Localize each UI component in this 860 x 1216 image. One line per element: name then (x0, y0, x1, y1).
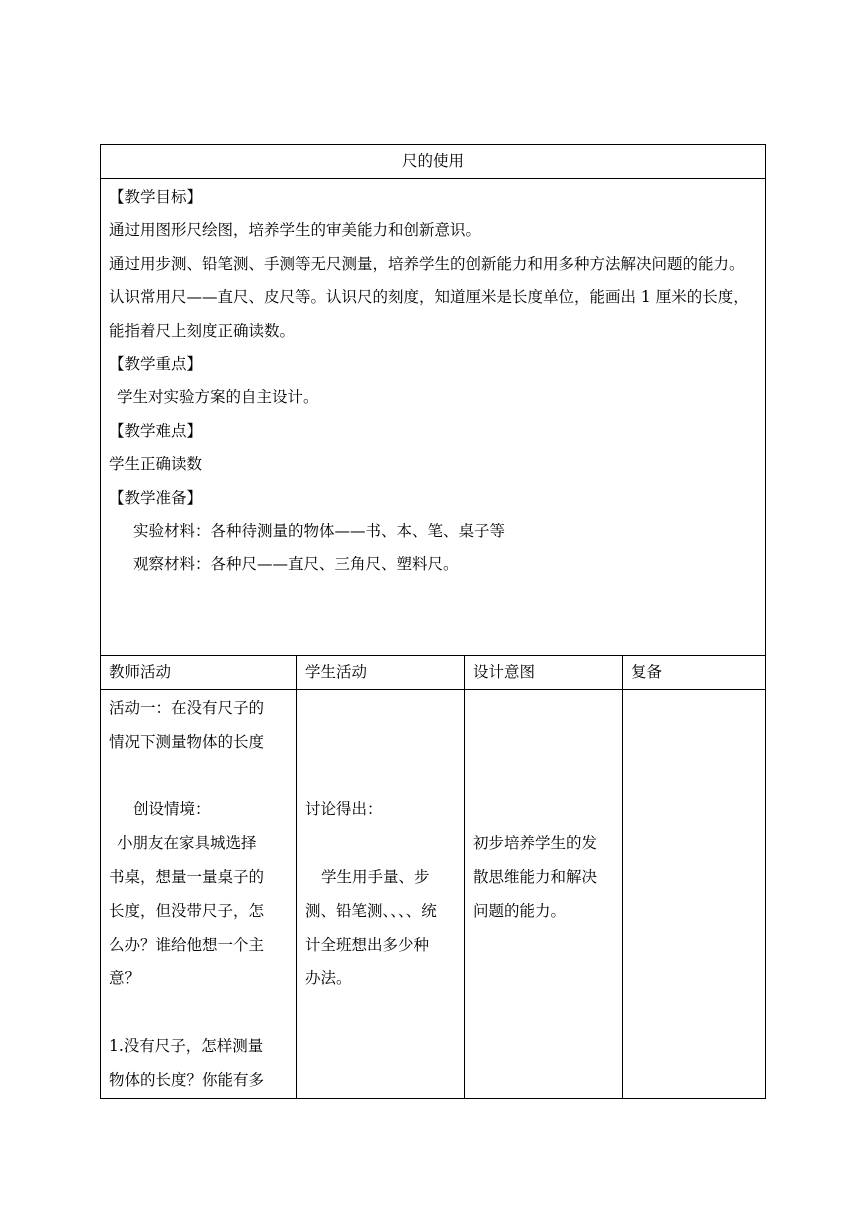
objectives-heading: 【教学目标】 (109, 188, 203, 206)
column-header-student: 学生活动 (297, 656, 465, 690)
lesson-info-cell (101, 179, 766, 656)
activity-title-line-1: 活动一：在没有尺子的 (109, 699, 265, 717)
lesson-plan-document (100, 144, 765, 1099)
student-line: 测、铅笔测、、、、统 (305, 901, 437, 920)
design-intent-cell (465, 690, 623, 1099)
scene-label: 创设情境： (133, 800, 211, 819)
student-line: 办法。 (305, 969, 352, 988)
preparation-item-2: 观察材料：各种尺——直尺、三角尺、塑料尺。 (133, 555, 459, 574)
discussion-label: 讨论得出： (305, 800, 383, 819)
activity-title-line-2: 情况下测量物体的长度 (109, 732, 265, 751)
scene-line: 长度，但没带尺子，怎 (109, 901, 265, 920)
column-header-intent: 设计意图 (465, 656, 623, 690)
intent-line: 散思维能力和解决 (473, 867, 598, 886)
objective-item-1: 通过用图形尺绘图，培养学生的审美能力和创新意识。 (109, 221, 482, 240)
lesson-title: 尺的使用 (101, 145, 766, 179)
student-activity-cell (297, 690, 465, 1099)
scene-line: 书桌，想量一量桌子的 (109, 867, 265, 886)
column-header-teacher: 教师活动 (101, 656, 297, 690)
intent-line: 初步培养学生的发 (473, 834, 598, 853)
key-points-heading: 【教学重点】 (109, 355, 203, 374)
question-line: 物体的长度？你能有多 (109, 1070, 265, 1089)
scene-line: 么办？谁给他想一个主 (109, 935, 265, 954)
scene-line: 意？ (109, 969, 141, 988)
preparation-heading: 【教学准备】 (109, 488, 203, 507)
teacher-activity-cell (101, 690, 297, 1099)
key-points-text: 学生对实验方案的自主设计。 (117, 388, 319, 407)
student-line: 计全班想出多少种 (305, 935, 430, 954)
difficulties-heading: 【教学难点】 (109, 421, 203, 440)
student-line: 学生用手量、步 (321, 867, 430, 886)
preparation-item-1: 实验材料：各种待测量的物体——书、本、笔、桌子等 (133, 522, 506, 541)
intent-line: 问题的能力。 (473, 901, 567, 920)
lesson-plan-table (100, 144, 766, 1099)
objective-item-2: 通过用步测、铅笔测、手测等无尺测量，培养学生的创新能力和用多种方法解决问题的能力。 (109, 254, 745, 273)
column-header-review: 复备 (623, 656, 766, 690)
review-cell (623, 690, 766, 1099)
question-line: 1.没有尺子，怎样测量 (109, 1036, 264, 1055)
objective-item-3: 认识常用尺——直尺、皮尺等。认识尺的刻度，知道厘米是长度单位，能画出 1 厘米的长度，能指着尺上刻度正确读数。 (109, 288, 749, 340)
difficulties-text: 学生正确读数 (109, 455, 203, 474)
scene-line: 小朋友在家具城选择 (117, 834, 257, 853)
